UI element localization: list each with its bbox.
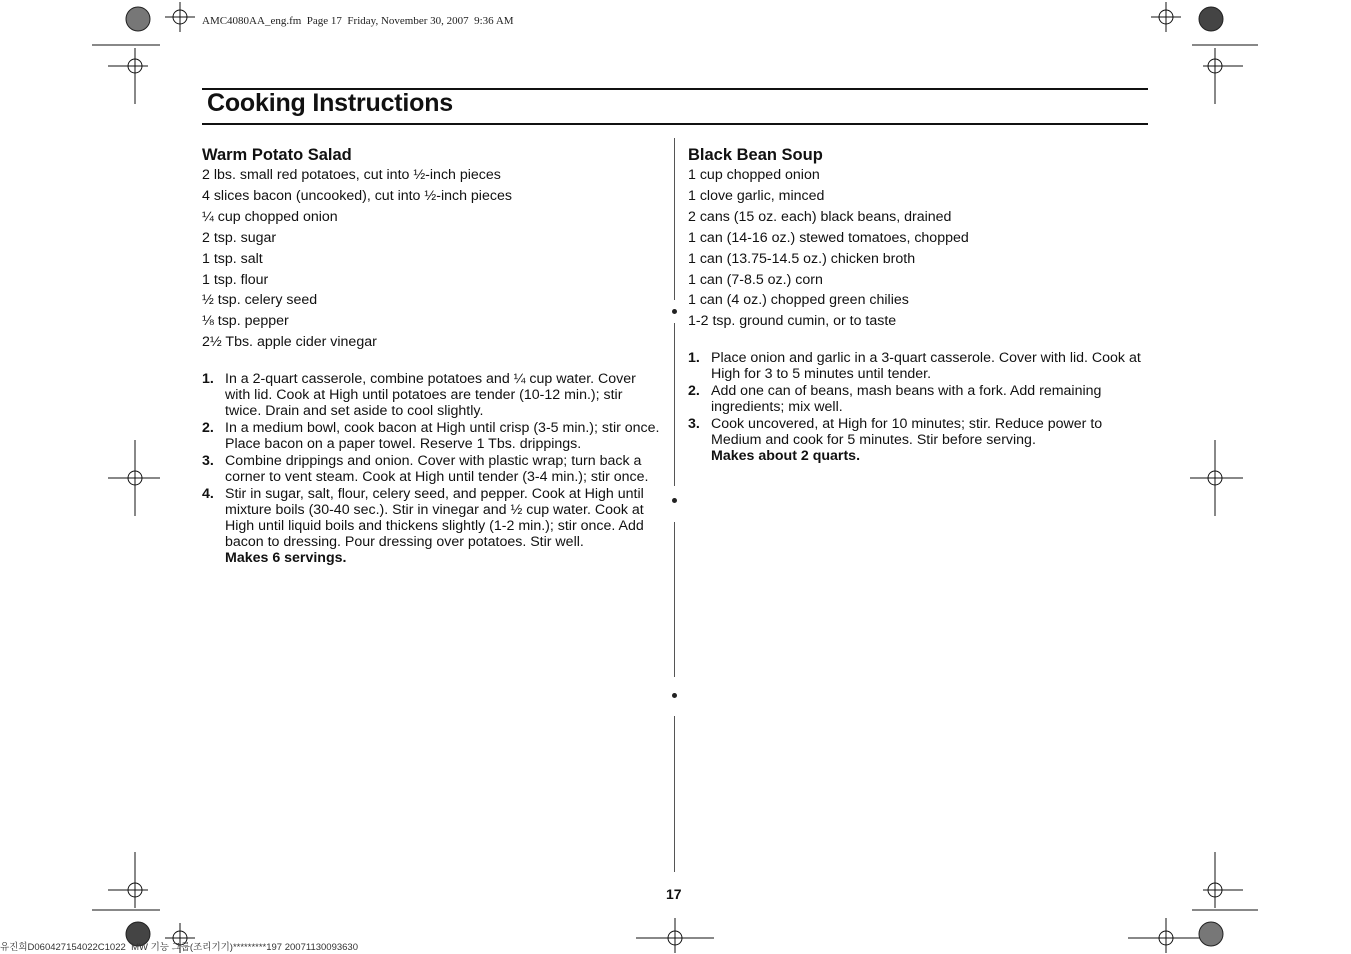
step-text-group: [225, 486, 660, 566]
step-text: Cook uncovered, at High for 10 minutes; stir. Reduce power to Medium and cook for 5 minutes. Stir before serving.: [711, 416, 1103, 449]
step-number: 3.: [688, 416, 700, 433]
step-number: 1.: [202, 371, 214, 388]
recipe-black-bean-soup: [688, 145, 1148, 465]
step-text: Combine drippings and onion. Cover with plastic wrap; turn back a corner to vent steam. Cook at High until tender (3-4 min.); stir once.: [225, 453, 649, 486]
page-title: Cooking Instructions: [207, 89, 454, 117]
step-number: 3.: [202, 453, 214, 470]
step-text: In a medium bowl, cook bacon at High until crisp (3-5 min.); stir once. Place bacon on a paper towel. Reserve 1 Tbs. drippings.: [225, 420, 660, 453]
ingredient-item: 1 clove garlic, minced: [688, 187, 825, 204]
ingredient-item: ⅛ tsp. pepper: [202, 313, 289, 330]
step-item: [202, 371, 660, 419]
step-text-group: [711, 416, 1148, 464]
step-item: [688, 383, 1148, 415]
ingredient-item: 1 tsp. salt: [202, 250, 263, 267]
column-divider: [674, 138, 675, 300]
ingredient-item: 2½ Tbs. apple cider vinegar: [202, 334, 377, 351]
step-item: [202, 453, 660, 485]
file-info-header: AMC4080AA_eng.fm Page 17 Friday, November 30, 2007 9:36 AM: [202, 15, 514, 27]
step-text: Place onion and garlic in a 3-quart casserole. Cover with lid. Cook at High for 3 to 5 minutes until tender.: [711, 350, 1141, 383]
step-item: [202, 486, 660, 566]
ingredient-item: 1 tsp. flour: [202, 271, 269, 288]
ingredient-list: [202, 165, 660, 353]
ingredient-item: 2 cans (15 oz. each) black beans, drained: [688, 208, 952, 225]
file-info-footer: 유진희D060427154022C1022 MW 기능 그룹(조리기기)*********197 20071130093630: [0, 942, 358, 953]
ingredient-item: ½ tsp. celery seed: [202, 292, 318, 309]
recipe-warm-potato-salad: [202, 145, 660, 567]
ingredient-item: 1-2 tsp. ground cumin, or to taste: [688, 313, 897, 330]
divider-dot: [672, 693, 677, 698]
step-text: Stir in sugar, salt, flour, celery seed, and pepper. Cook at High until mixture boils (30-40 sec.). Stir in vinegar and ½ cup water. Cook at High until liquid boils and thickens slightly (1-2 min.); stir once. Add bacon to dressing. Pour dressing over potatoes. Stir well.: [225, 486, 644, 551]
step-number: 2.: [688, 383, 700, 400]
ingredient-item: ¼ cup chopped onion: [202, 208, 338, 225]
divider-dot: [672, 498, 677, 503]
column-divider: [674, 522, 675, 677]
yield-text: Makes 6 servings.: [225, 550, 347, 567]
recipe-title: Warm Potato Salad: [202, 146, 352, 164]
step-number: 4.: [202, 486, 214, 503]
step-text: Add one can of beans, mash beans with a fork. Add remaining ingredients; mix well.: [711, 383, 1102, 416]
column-divider: [674, 323, 675, 486]
ingredient-item: 1 can (13.75-14.5 oz.) chicken broth: [688, 250, 916, 267]
ingredient-item: 1 can (4 oz.) chopped green chilies: [688, 292, 909, 309]
title-rule-bottom: [202, 123, 1148, 125]
step-item: [688, 416, 1148, 464]
page-number: 17: [666, 886, 682, 902]
step-number: 1.: [688, 350, 700, 367]
ingredient-item: 1 can (7-8.5 oz.) corn: [688, 271, 823, 288]
ingredient-item: 2 tsp. sugar: [202, 229, 277, 246]
ingredient-item: 1 can (14-16 oz.) stewed tomatoes, chopped: [688, 229, 969, 246]
step-number: 2.: [202, 420, 214, 437]
column-divider: [674, 716, 675, 872]
step-text: In a 2-quart casserole, combine potatoes and ¼ cup water. Cover with lid. Cook at High until potatoes are tender (10-12 min.); stir twice. Drain and set aside to cool slightly.: [225, 371, 636, 420]
recipe-title: Black Bean Soup: [688, 146, 823, 164]
step-list: [688, 350, 1148, 464]
ingredient-item: 2 lbs. small red potatoes, cut into ½-inch pieces: [202, 167, 501, 183]
ingredient-item: 4 slices bacon (uncooked), cut into ½-inch pieces: [202, 187, 512, 204]
yield-text: Makes about 2 quarts.: [711, 448, 861, 465]
ingredient-item: 1 cup chopped onion: [688, 167, 820, 183]
divider-dot: [672, 309, 677, 314]
ingredient-list: [688, 165, 1148, 332]
step-list: [202, 371, 660, 566]
step-item: [202, 420, 660, 452]
step-item: [688, 350, 1148, 382]
